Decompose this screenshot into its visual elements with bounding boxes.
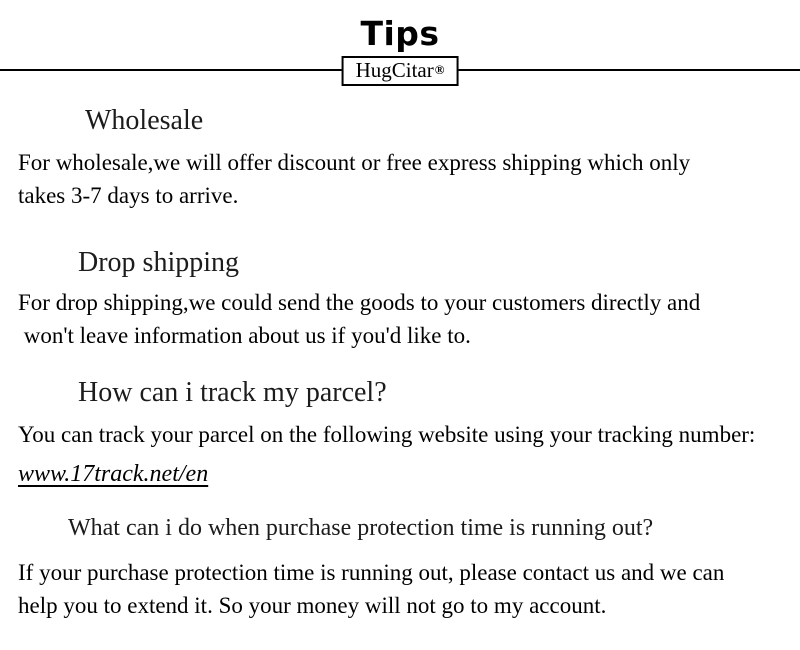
wholesale-paragraph — [18, 146, 800, 212]
section-wholesale — [0, 104, 800, 212]
wholesale-heading: Wholesale — [85, 105, 204, 136]
brand-logo — [342, 56, 459, 86]
tracking-paragraph — [18, 418, 800, 451]
tracking-website-link[interactable]: www.17track.net/en — [18, 461, 209, 487]
paragraph-line: takes 3-7 days to arrive. — [18, 183, 239, 208]
drop-shipping-paragraph — [18, 286, 800, 352]
paragraph-line: You can track your parcel on the following website using your tracking number: — [18, 422, 756, 447]
paragraph-line: If your purchase protection time is running out, please contact us and we can — [18, 560, 725, 585]
section-drop-shipping — [0, 246, 800, 352]
header-divider — [0, 56, 800, 86]
section-purchase-protection — [0, 513, 800, 622]
registered-trademark-symbol: ® — [434, 62, 445, 77]
purchase-protection-paragraph — [18, 556, 800, 622]
paragraph-line: For drop shipping,we could send the goods to your customers directly and — [18, 290, 701, 315]
brand-name: HugCitar — [355, 57, 434, 82]
purchase-protection-heading: What can i do when purchase protection time is running out? — [68, 515, 654, 541]
tracking-heading: How can i track my parcel? — [78, 377, 387, 408]
paragraph-line: help you to extend it. So your money will not go to my account. — [18, 593, 607, 618]
paragraph-line: For wholesale,we will offer discount or free express shipping which only — [18, 150, 691, 175]
paragraph-line: won't leave information about us if you'd like to. — [18, 323, 471, 348]
section-tracking — [0, 376, 800, 489]
drop-shipping-heading: Drop shipping — [78, 247, 239, 278]
page-title: Tips — [360, 14, 440, 53]
